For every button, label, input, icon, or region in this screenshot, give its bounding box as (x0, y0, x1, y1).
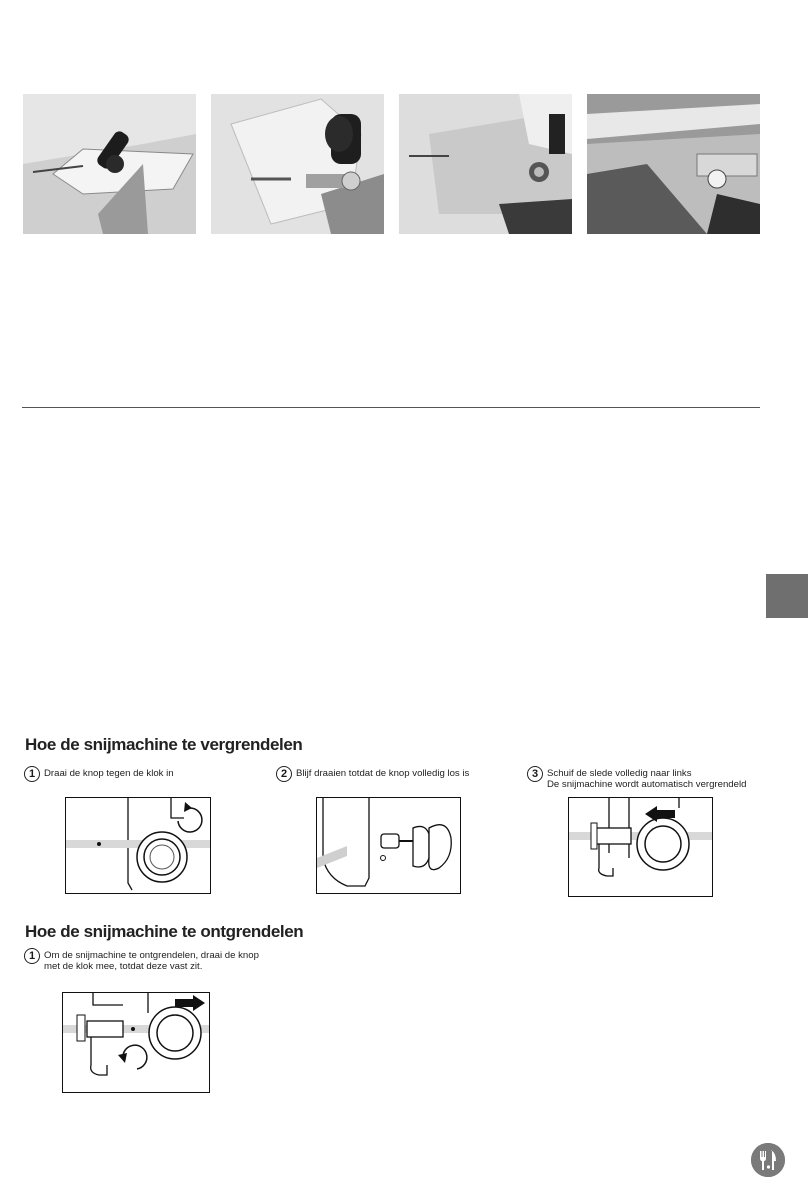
lock-diagram-3 (568, 797, 713, 897)
photo-guard-knob (23, 94, 196, 234)
section-divider (22, 407, 760, 408)
step-text-line-1: Om de snijmachine te ontgrendelen, draai de knop (44, 950, 259, 961)
step-text (547, 766, 746, 790)
photo-guard-mount (211, 94, 384, 234)
lock-heading: Hoe de snijmachine te vergrendelen (25, 735, 303, 754)
step-text-main: Schuif de slede volledig naar links (547, 768, 692, 779)
unlock-diagram-1 (62, 992, 210, 1093)
fork-knife-logo-icon (751, 1143, 785, 1177)
step-number: 2 (276, 766, 292, 782)
step-text: Draai de knop tegen de klok in (44, 768, 174, 779)
step-text (44, 948, 259, 972)
unlock-heading: Hoe de snijmachine te ontgrendelen (25, 922, 304, 941)
lock-step-3 (527, 766, 746, 790)
lock-step-2 (276, 766, 469, 782)
step-text-sub: De snijmachine wordt automatisch vergrendeld (547, 779, 747, 790)
step-number: 3 (527, 766, 543, 782)
lock-diagram-1 (65, 797, 211, 894)
lock-step-1 (24, 766, 174, 782)
unlock-step-1 (24, 948, 259, 972)
photo-carriage (587, 94, 760, 234)
side-tab-marker (766, 574, 808, 618)
step-text: Blijf draaien totdat de knop volledig los is (296, 768, 470, 779)
step-text-line-2: met de klok mee, totdat deze vast zit. (44, 961, 203, 972)
step-number: 1 (24, 948, 40, 964)
photo-guard-screw (399, 94, 572, 234)
step-number: 1 (24, 766, 40, 782)
lock-diagram-2 (316, 797, 461, 894)
